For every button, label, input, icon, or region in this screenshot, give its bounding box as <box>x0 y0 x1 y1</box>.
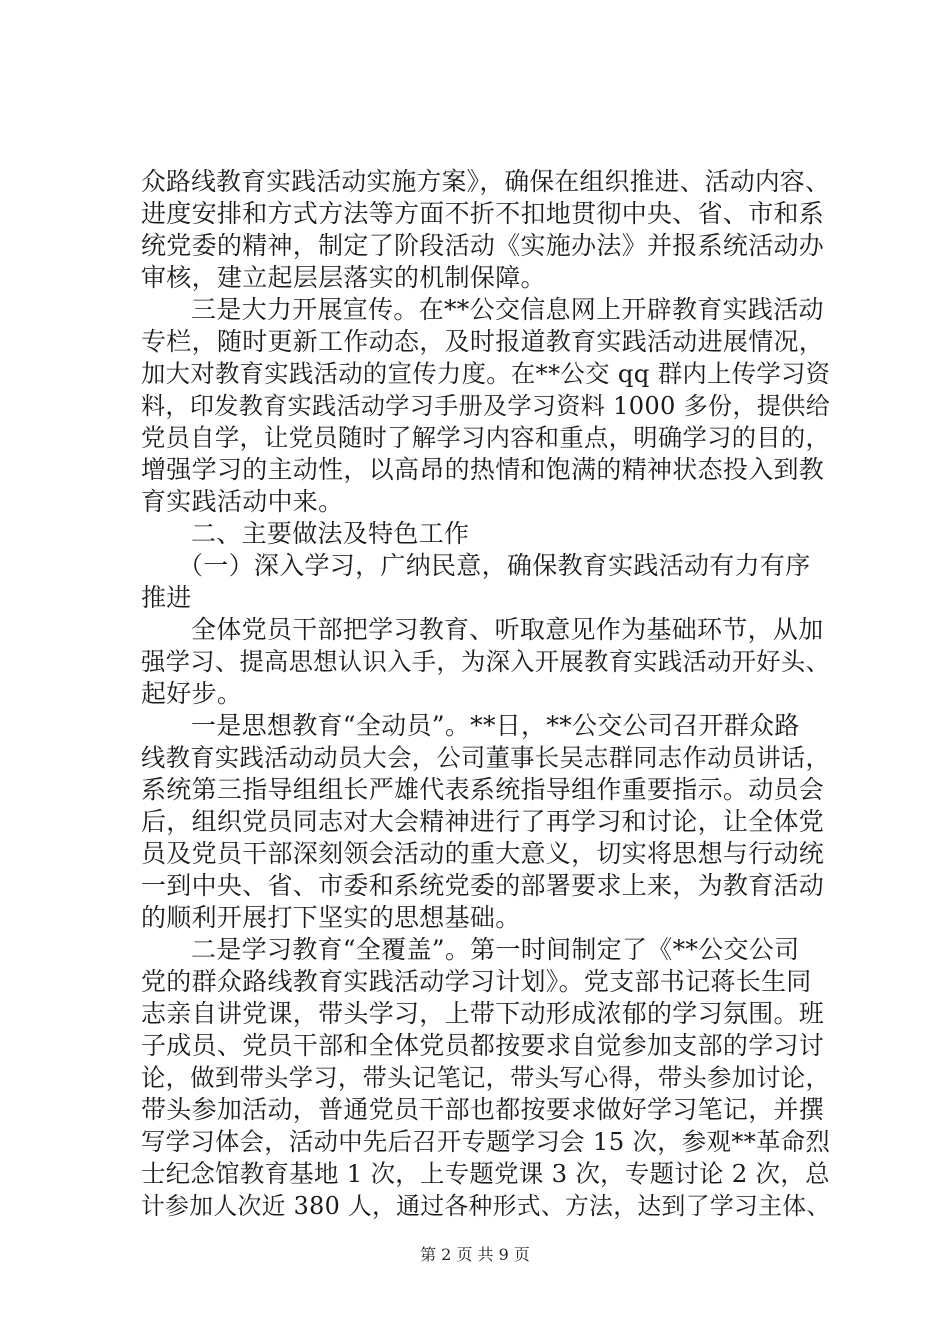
text-line: 写学习体会，活动中先后召开专题学习会 15 次，参观**革命烈 <box>141 1127 831 1156</box>
text-line: 员及党员干部深刻领会活动的重大意义，切实将思想与行动统 <box>141 839 825 868</box>
text-line: 育实践活动中来。 <box>141 487 344 516</box>
text-line: 审核，建立起层层落实的机制保障。 <box>141 263 546 292</box>
text-line: 论，做到带头学习，带头记笔记，带头写心得，带头参加讨论， <box>141 1063 831 1092</box>
text-line: 一是思想教育“全动员”。**日，**公交公司召开群众路 <box>191 711 800 740</box>
text-line: 全体党员干部把学习教育、听取意见作为基础环节，从加 <box>191 615 824 644</box>
text-line: 一到中央、省、市委和系统党委的部署要求上来，为教育活动 <box>141 871 825 900</box>
document-body <box>141 166 831 1222</box>
text-line: 三是大力开展宣传。在**公交信息网上开辟教育实践活动 <box>191 295 824 324</box>
text-line: 系统第三指导组组长严雄代表系统指导组作重要指示。动员会 <box>141 775 825 804</box>
text-line: 推进 <box>141 583 192 612</box>
text-line: 二、主要做法及特色工作 <box>191 519 470 548</box>
text-line: 进度安排和方式方法等方面不折不扣地贯彻中央、省、市和系 <box>141 199 825 228</box>
text-line: 二是学习教育“全覆盖”。第一时间制定了《**公交公司 <box>191 935 800 964</box>
text-line: 带头参加活动，普通党员干部也都按要求做好学习笔记，并撰 <box>141 1095 825 1124</box>
text-line: 增强学习的主动性，以高昂的热情和饱满的精神状态投入到教 <box>141 455 825 484</box>
text-line: 强学习、提高思想认识入手，为深入开展教育实践活动开好头、 <box>141 647 831 676</box>
text-line: 料，印发教育实践活动学习手册及学习资料 1000 多份，提供给 <box>141 392 831 420</box>
text-line: 子成员、党员干部和全体党员都按要求自觉参加支部的学习讨 <box>141 1031 825 1060</box>
text-line: 后，组织党员同志对大会精神进行了再学习和讨论，让全体党 <box>141 807 825 836</box>
text-line: 起好步。 <box>141 679 243 708</box>
text-line: 士纪念馆教育基地 1 次，上专题党课 3 次，专题讨论 2 次，总 <box>141 1159 830 1188</box>
text-line: 统党委的精神，制定了阶段活动《实施办法》并报系统活动办 <box>141 231 825 260</box>
page-footer: 第 2 页 共 9 页 <box>420 1245 530 1264</box>
text-line: 专栏，随时更新工作动态，及时报道教育实践活动进展情况， <box>141 327 825 356</box>
text-line: 线教育实践活动动员大会，公司董事长吴志群同志作动员讲话， <box>141 743 831 772</box>
text-line: 众路线教育实践活动实施方案》，确保在组织推进、活动内容、 <box>141 167 831 196</box>
text-line: 加大对教育实践活动的宣传力度。在**公交 qq 群内上传学习资 <box>141 359 831 388</box>
text-line: 党员自学，让党员随时了解学习内容和重点，明确学习的目的， <box>141 423 831 452</box>
text-line: （一）深入学习，广纳民意，确保教育实践活动有力有序 <box>178 551 811 580</box>
text-line: 志亲自讲党课，带头学习，上带下动形成浓郁的学习氛围。班 <box>141 999 825 1028</box>
text-line: 党的群众路线教育实践活动学习计划》。党支部书记蒋长生同 <box>141 967 812 996</box>
text-line: 的顺利开展打下坚实的思想基础。 <box>141 903 521 932</box>
text-line: 计参加人次近 380 人，通过各种形式、方法，达到了学习主体、 <box>141 1192 831 1220</box>
